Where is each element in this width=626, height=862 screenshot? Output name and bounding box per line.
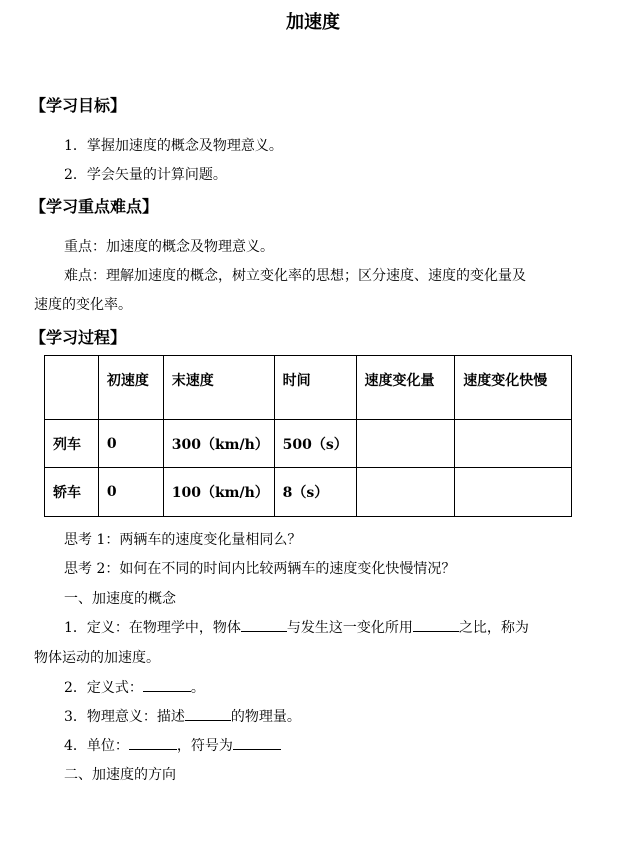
fill-blank[interactable] — [185, 706, 231, 721]
fill-blank[interactable] — [233, 735, 281, 750]
table-header-cell: 末速度 — [163, 356, 274, 420]
table-cell: 0 — [98, 419, 163, 468]
think-question-2: 思考 2：如何在不同的时间内比较两辆车的速度变化快慢情况？ — [64, 561, 456, 577]
meaning-text-a: 3．物理意义：描述 — [64, 709, 185, 725]
table-header-cell: 速度变化快慢 — [455, 356, 572, 420]
table-cell — [455, 419, 572, 468]
definition-line1 — [64, 617, 529, 637]
fill-blank[interactable] — [241, 617, 287, 632]
table-cell: 300（km/h） — [163, 419, 274, 468]
table-header-row — [45, 356, 572, 420]
table-row — [45, 419, 572, 468]
formula-text-b: 。 — [190, 680, 205, 696]
part2-heading: 二、加速度的方向 — [64, 767, 176, 783]
part1-heading: 一、加速度的概念 — [64, 591, 176, 607]
velocity-table — [44, 355, 572, 517]
table-cell: 轿车 — [45, 468, 99, 517]
unit-text-b: ，符号为 — [176, 738, 233, 754]
formula-text-a: 2．定义式： — [64, 680, 143, 696]
table-cell — [356, 468, 455, 517]
objective-item-2: 2．学会矢量的计算问题。 — [64, 167, 227, 183]
meaning-line — [64, 706, 301, 726]
table-row — [45, 468, 572, 517]
unit-text-a: 4．单位： — [64, 738, 129, 754]
fill-blank[interactable] — [129, 735, 177, 750]
table-cell — [455, 468, 572, 517]
table-cell — [356, 419, 455, 468]
fill-blank[interactable] — [143, 677, 191, 692]
table-cell: 0 — [98, 468, 163, 517]
key-point-text: 重点：加速度的概念及物理意义。 — [64, 239, 274, 255]
table-header-cell — [45, 356, 99, 420]
definition-line2: 物体运动的加速度。 — [34, 650, 160, 666]
objectives-heading: 【学习目标】 — [30, 96, 127, 115]
difficulty-text-line2: 速度的变化率。 — [34, 297, 132, 313]
unit-line — [64, 735, 281, 755]
definition-text-a: 1．定义：在物理学中，物体 — [64, 620, 241, 636]
definition-text-c: 之比，称为 — [458, 620, 529, 636]
table-cell: 8（s） — [274, 468, 356, 517]
table-cell: 100（km/h） — [163, 468, 274, 517]
table-cell: 500（s） — [274, 419, 356, 468]
meaning-text-b: 的物理量。 — [230, 709, 301, 725]
difficulty-text-line1: 难点：理解加速度的概念，树立变化率的思想；区分速度、速度的变化量及 — [64, 268, 526, 284]
table-cell: 列车 — [45, 419, 99, 468]
formula-line — [64, 677, 205, 697]
table-header-cell: 初速度 — [98, 356, 163, 420]
keypoints-heading: 【学习重点难点】 — [30, 197, 159, 216]
table-header-cell: 速度变化量 — [356, 356, 455, 420]
fill-blank[interactable] — [413, 617, 459, 632]
table-header-cell: 时间 — [274, 356, 356, 420]
definition-text-b: 与发生这一变化所用 — [286, 620, 413, 636]
objective-item-1: 1．掌握加速度的概念及物理意义。 — [64, 138, 283, 154]
page-title: 加速度 — [286, 12, 340, 33]
process-heading: 【学习过程】 — [30, 328, 127, 347]
think-question-1: 思考 1：两辆车的速度变化量相同么？ — [64, 532, 302, 548]
